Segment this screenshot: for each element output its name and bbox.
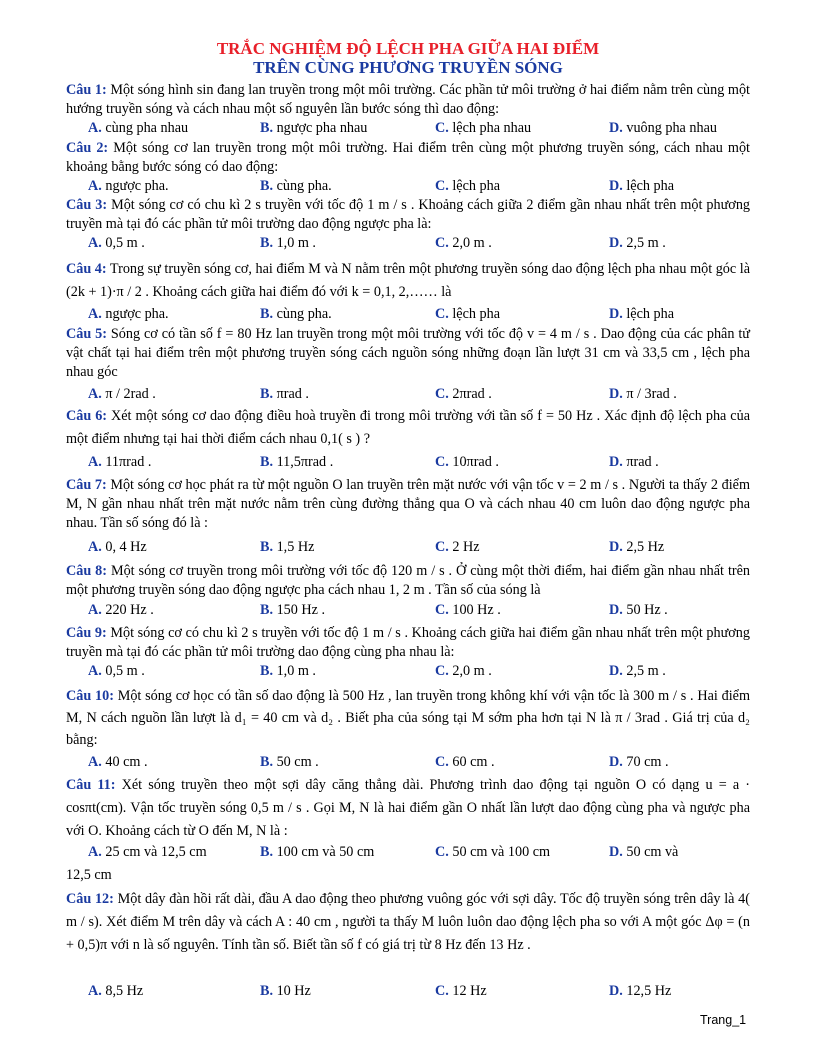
- option-letter: D.: [609, 454, 623, 470]
- option-text: 0,5 m .: [105, 663, 145, 679]
- option-text: 1,0 m .: [276, 235, 316, 251]
- option-c: [435, 234, 492, 253]
- option-letter: B.: [260, 754, 274, 770]
- question-text: Một sóng cơ truyền trong môi trường với tốc độ 120 m / s . Ở cùng một thời điểm, hai điểm gần nhau nhất trên một phương truyền sóng dao động ngược pha cách nhau 1, 2 m . Tần số của sóng là: [66, 563, 751, 598]
- option-text: π / 3rad .: [626, 386, 677, 402]
- question-2: [66, 139, 750, 177]
- question-label: Câu 1:: [66, 82, 107, 98]
- option-c: [435, 453, 499, 472]
- option-c: [435, 982, 487, 1001]
- option-a: [88, 753, 148, 772]
- option-a: [88, 234, 145, 253]
- option-c: [435, 305, 500, 324]
- option-text: lệch pha: [626, 178, 675, 194]
- option-letter: D.: [609, 235, 623, 251]
- option-d: [609, 385, 677, 404]
- option-text: lệch pha: [452, 306, 501, 322]
- option-text: 2,5 m .: [626, 663, 666, 679]
- option-letter: B.: [260, 844, 274, 860]
- option-text: 100 cm và 50 cm: [276, 844, 375, 860]
- option-letter: D.: [609, 754, 623, 770]
- option-c: [435, 177, 500, 196]
- option-letter: A.: [88, 663, 102, 679]
- option-text: lệch pha: [626, 306, 675, 322]
- option-letter: D.: [609, 120, 623, 136]
- option-a: [88, 843, 207, 862]
- option-letter: D.: [609, 602, 623, 618]
- option-text: lệch pha nhau: [452, 120, 532, 136]
- option-b: [260, 982, 311, 1001]
- question-1: [66, 81, 750, 119]
- option-text: 1,5 Hz: [276, 539, 315, 555]
- question-7: [66, 476, 750, 533]
- question-text: Xét sóng truyền theo một sợi dây căng thẳng dài. Phương trình dao động tại nguồn O có dạng u = a · cosπt(cm). Vận tốc truyền sóng 0,5 m / s . Gọi M, N là hai điểm gần O nhất lần lượt dao động cùng pha và ngược pha với O. Khoảng cách từ O đến M, N là :: [66, 777, 750, 839]
- question-label: Câu 4:: [66, 261, 107, 277]
- option-letter: C.: [435, 844, 449, 860]
- option-c: [435, 753, 495, 772]
- option-c: [435, 385, 492, 404]
- option-c: [435, 538, 480, 557]
- option-letter: D.: [609, 306, 623, 322]
- question-label: Câu 12:: [66, 891, 114, 907]
- option-letter: D.: [609, 539, 623, 555]
- option-letter: B.: [260, 454, 274, 470]
- option-text: πrad .: [626, 454, 659, 470]
- option-letter: B.: [260, 983, 274, 999]
- option-text: cùng pha nhau: [105, 120, 189, 136]
- page-number: Trang_1: [700, 1013, 747, 1027]
- option-letter: D.: [609, 844, 623, 860]
- option-letter: B.: [260, 306, 274, 322]
- option-letter: C.: [435, 602, 449, 618]
- option-a: [88, 453, 151, 472]
- option-text: 0,5 m .: [105, 235, 145, 251]
- option-letter: C.: [435, 178, 449, 194]
- option-letter: A.: [88, 235, 102, 251]
- option-text: 40 cm .: [105, 754, 148, 770]
- option-text: π / 2rad .: [105, 386, 156, 402]
- option-text: 50 cm và 100 cm: [452, 844, 551, 860]
- question-label: Câu 5:: [66, 326, 107, 342]
- option-a: [88, 385, 156, 404]
- option-letter: B.: [260, 386, 274, 402]
- question-label: Câu 3:: [66, 197, 108, 213]
- option-c: [435, 119, 531, 138]
- question-6: [66, 405, 750, 451]
- option-text: 150 Hz .: [276, 602, 326, 618]
- option-a: [88, 601, 154, 620]
- option-letter: B.: [260, 120, 274, 136]
- question-8: [66, 562, 750, 600]
- question-text: Một sóng cơ có chu kì 2 s truyền với tốc độ 1 m / s . Khoảng cách giữa 2 điểm gần nhau nhất trên một phương truyền mà tại đó các phần tử môi trường dao động ngược pha là:: [66, 197, 751, 232]
- option-b: [260, 662, 316, 681]
- question-text: Sóng cơ có tần số f = 80 Hz lan truyền trong một môi trường với tốc độ v = 4 m / s . Dao động của các phân tử vật chất tại hai điểm trên một phương truyền sóng cách nguồn sóng những đoạn lần lượt 31 cm và 33,5 cm , lệch pha nhau góc: [66, 326, 750, 380]
- option-text: 50 cm .: [276, 754, 319, 770]
- option-text: 0, 4 Hz: [105, 539, 147, 555]
- option-letter: C.: [435, 754, 449, 770]
- option-d: [609, 601, 668, 620]
- option-a: [88, 982, 143, 1001]
- option-a: [88, 538, 147, 557]
- option-text: 220 Hz .: [105, 602, 154, 618]
- option-letter: A.: [88, 120, 102, 136]
- option-text: ngược pha nhau: [276, 120, 368, 136]
- option-letter: C.: [435, 663, 449, 679]
- option-letter: C.: [435, 235, 449, 251]
- question-9: [66, 624, 750, 662]
- option-text: 25 cm và 12,5 cm: [105, 844, 207, 860]
- question-4: [66, 258, 750, 304]
- option-d: [609, 234, 666, 253]
- option-letter: D.: [609, 983, 623, 999]
- option-text: πrad .: [276, 386, 309, 402]
- option-d: [609, 305, 674, 324]
- option-letter: A.: [88, 306, 102, 322]
- option-text: 11,5πrad .: [276, 454, 334, 470]
- option-letter: C.: [435, 454, 449, 470]
- option-letter: C.: [435, 539, 449, 555]
- option-text: 10 Hz: [276, 983, 311, 999]
- option-a: [88, 119, 188, 138]
- option-a: [88, 305, 169, 324]
- option-text: vuông pha nhau: [626, 120, 717, 136]
- option-d: [609, 662, 666, 681]
- option-a: [88, 177, 169, 196]
- option-b: [260, 305, 332, 324]
- option-text: 10πrad .: [452, 454, 499, 470]
- option-letter: B.: [260, 178, 274, 194]
- option-text: 2,0 m .: [452, 663, 492, 679]
- option-text: 8,5 Hz: [105, 983, 144, 999]
- option-d: [609, 982, 671, 1001]
- question-label: Câu 11:: [66, 777, 116, 793]
- option-letter: D.: [609, 386, 623, 402]
- question-label: Câu 8:: [66, 563, 107, 579]
- question-text: Một sóng cơ lan truyền trong một môi trường. Hai điểm trên cùng một phương truyền sóng, cách nhau một khoảng bằng bước sóng có dao động:: [66, 140, 750, 175]
- option-b: [260, 119, 367, 138]
- option-c: [435, 662, 492, 681]
- option-b: [260, 385, 309, 404]
- option-c: [435, 601, 501, 620]
- option-d: [609, 753, 669, 772]
- option-letter: A.: [88, 983, 102, 999]
- option-c: [435, 843, 550, 862]
- option-letter: A.: [88, 754, 102, 770]
- option-letter: A.: [88, 178, 102, 194]
- question-10: [66, 685, 750, 751]
- option-text: lệch pha: [452, 178, 501, 194]
- option-letter: A.: [88, 454, 102, 470]
- option-b: [260, 601, 325, 620]
- option-letter: B.: [260, 539, 274, 555]
- option-b: [260, 177, 332, 196]
- question-label: Câu 7:: [66, 477, 107, 493]
- option-text: 2,5 m .: [626, 235, 666, 251]
- option-text: 12,5 Hz: [626, 983, 672, 999]
- option-letter: B.: [260, 602, 274, 618]
- question-text: Trong sự truyền sóng cơ, hai điểm M và N nằm trên một phương truyền sóng dao động lệch pha nhau một góc là (2k + 1)·π / 2 . Khoảng cách giữa hai điểm đó với k = 0,1, 2,…… là: [66, 261, 750, 300]
- option-d: [609, 453, 659, 472]
- question-text: Một dây đàn hồi rất dài, đầu A dao động theo phương vuông góc với sợi dây. Tốc độ truyền sóng trên dây là 4( m / s). Xét điểm M trên dây và cách A : 40 cm , người ta thấy M luôn luôn dao động lệch pha so với A một góc Δφ = (n + 0,5)π với n là số nguyên. Tính tần số. Biết tần số f có giá trị từ 8 Hz đến 13 Hz .: [66, 891, 750, 953]
- option-text: ngược pha.: [105, 178, 169, 194]
- option-letter: D.: [609, 663, 623, 679]
- option-letter: C.: [435, 306, 449, 322]
- option-letter: C.: [435, 386, 449, 402]
- option-b: [260, 453, 333, 472]
- option-letter: A.: [88, 539, 102, 555]
- question-label: Câu 10:: [66, 688, 114, 704]
- question-11: [66, 774, 750, 843]
- option-d: [609, 177, 674, 196]
- option-letter: A.: [88, 386, 102, 402]
- option-d: [609, 843, 678, 862]
- option-letter: A.: [88, 602, 102, 618]
- option-text: 70 cm .: [626, 754, 669, 770]
- option-text: 50 Hz .: [626, 602, 668, 618]
- title-line-1: TRẮC NGHIỆM ĐỘ LỆCH PHA GIỮA HAI ĐIỂM: [216, 39, 600, 58]
- question-text: Một sóng cơ học phát ra từ một nguồn O lan truyền trên mặt nước với vận tốc v = 2 m / s . Người ta thấy 2 điểm M, N gần nhau nhất trên mặt nước nằm trên cùng đường thẳng qua O và cách nhau 40 cm luôn dao động ngược pha nhau. Tần số sóng đó là :: [66, 477, 750, 531]
- option-letter: C.: [435, 120, 449, 136]
- option-letter: A.: [88, 844, 102, 860]
- option-text: 12 Hz: [452, 983, 487, 999]
- option-b: [260, 538, 314, 557]
- option-text: cùng pha.: [276, 178, 332, 194]
- question-12: [66, 888, 750, 957]
- option-text: 2 Hz: [452, 539, 480, 555]
- question-text: Một sóng cơ có chu kì 2 s truyền với tốc độ 1 m / s . Khoảng cách giữa hai điểm gần nhau nhất trên một phương truyền mà tại đó các phần tử môi trường dao động cùng pha nhau là:: [66, 625, 750, 660]
- option-text: 11πrad .: [105, 454, 152, 470]
- option-text: 2πrad .: [452, 386, 492, 402]
- option-text: cùng pha.: [276, 306, 332, 322]
- option-text: ngược pha.: [105, 306, 169, 322]
- title-line-2: TRÊN CÙNG PHƯƠNG TRUYỀN SÓNG: [253, 58, 563, 77]
- option-d: [609, 119, 717, 138]
- question-label: Câu 9:: [66, 625, 107, 641]
- option-letter: C.: [435, 983, 449, 999]
- option-d-continuation: 12,5 cm: [66, 867, 112, 883]
- question-label: Câu 6:: [66, 408, 108, 424]
- question-text: Xét một sóng cơ dao động điều hoà truyền đi trong môi trường với tần số f = 50 Hz . Xác định độ lệch pha của một điểm nhưng tại hai thời điểm cách nhau 0,1( s ) ?: [66, 408, 750, 447]
- question-label: Câu 2:: [66, 140, 109, 156]
- option-letter: D.: [609, 178, 623, 194]
- option-text: 2,0 m .: [452, 235, 492, 251]
- question-text: Một sóng cơ học có tần số dao động là 500 Hz , lan truyền trong không khí với vận tốc là 300 m / s . Hai điểm M, N cách nguồn lần lượt là d₁ = 40 cm và d₂ . Biết pha của sóng tại M sớm pha hơn tại N là π / 3rad . Giá trị của d₂ bằng:: [66, 688, 750, 748]
- option-text: 60 cm .: [452, 754, 495, 770]
- option-d: [609, 538, 664, 557]
- option-b: [260, 843, 374, 862]
- option-text: 2,5 Hz: [626, 539, 665, 555]
- question-text: Một sóng hình sin đang lan truyền trong một môi trường. Các phần tử môi trường ở hai điểm nằm trên cùng một hướng truyền sóng và cách nhau một số nguyên lần bước sóng thì dao động:: [66, 82, 750, 117]
- option-b: [260, 753, 319, 772]
- option-text: 1,0 m .: [276, 663, 316, 679]
- question-5: [66, 325, 750, 382]
- option-text: 100 Hz .: [452, 602, 501, 618]
- question-3: [66, 196, 750, 234]
- option-letter: B.: [260, 663, 274, 679]
- option-letter: B.: [260, 235, 274, 251]
- option-b: [260, 234, 316, 253]
- option-a: [88, 662, 145, 681]
- option-text: 50 cm và: [626, 844, 679, 860]
